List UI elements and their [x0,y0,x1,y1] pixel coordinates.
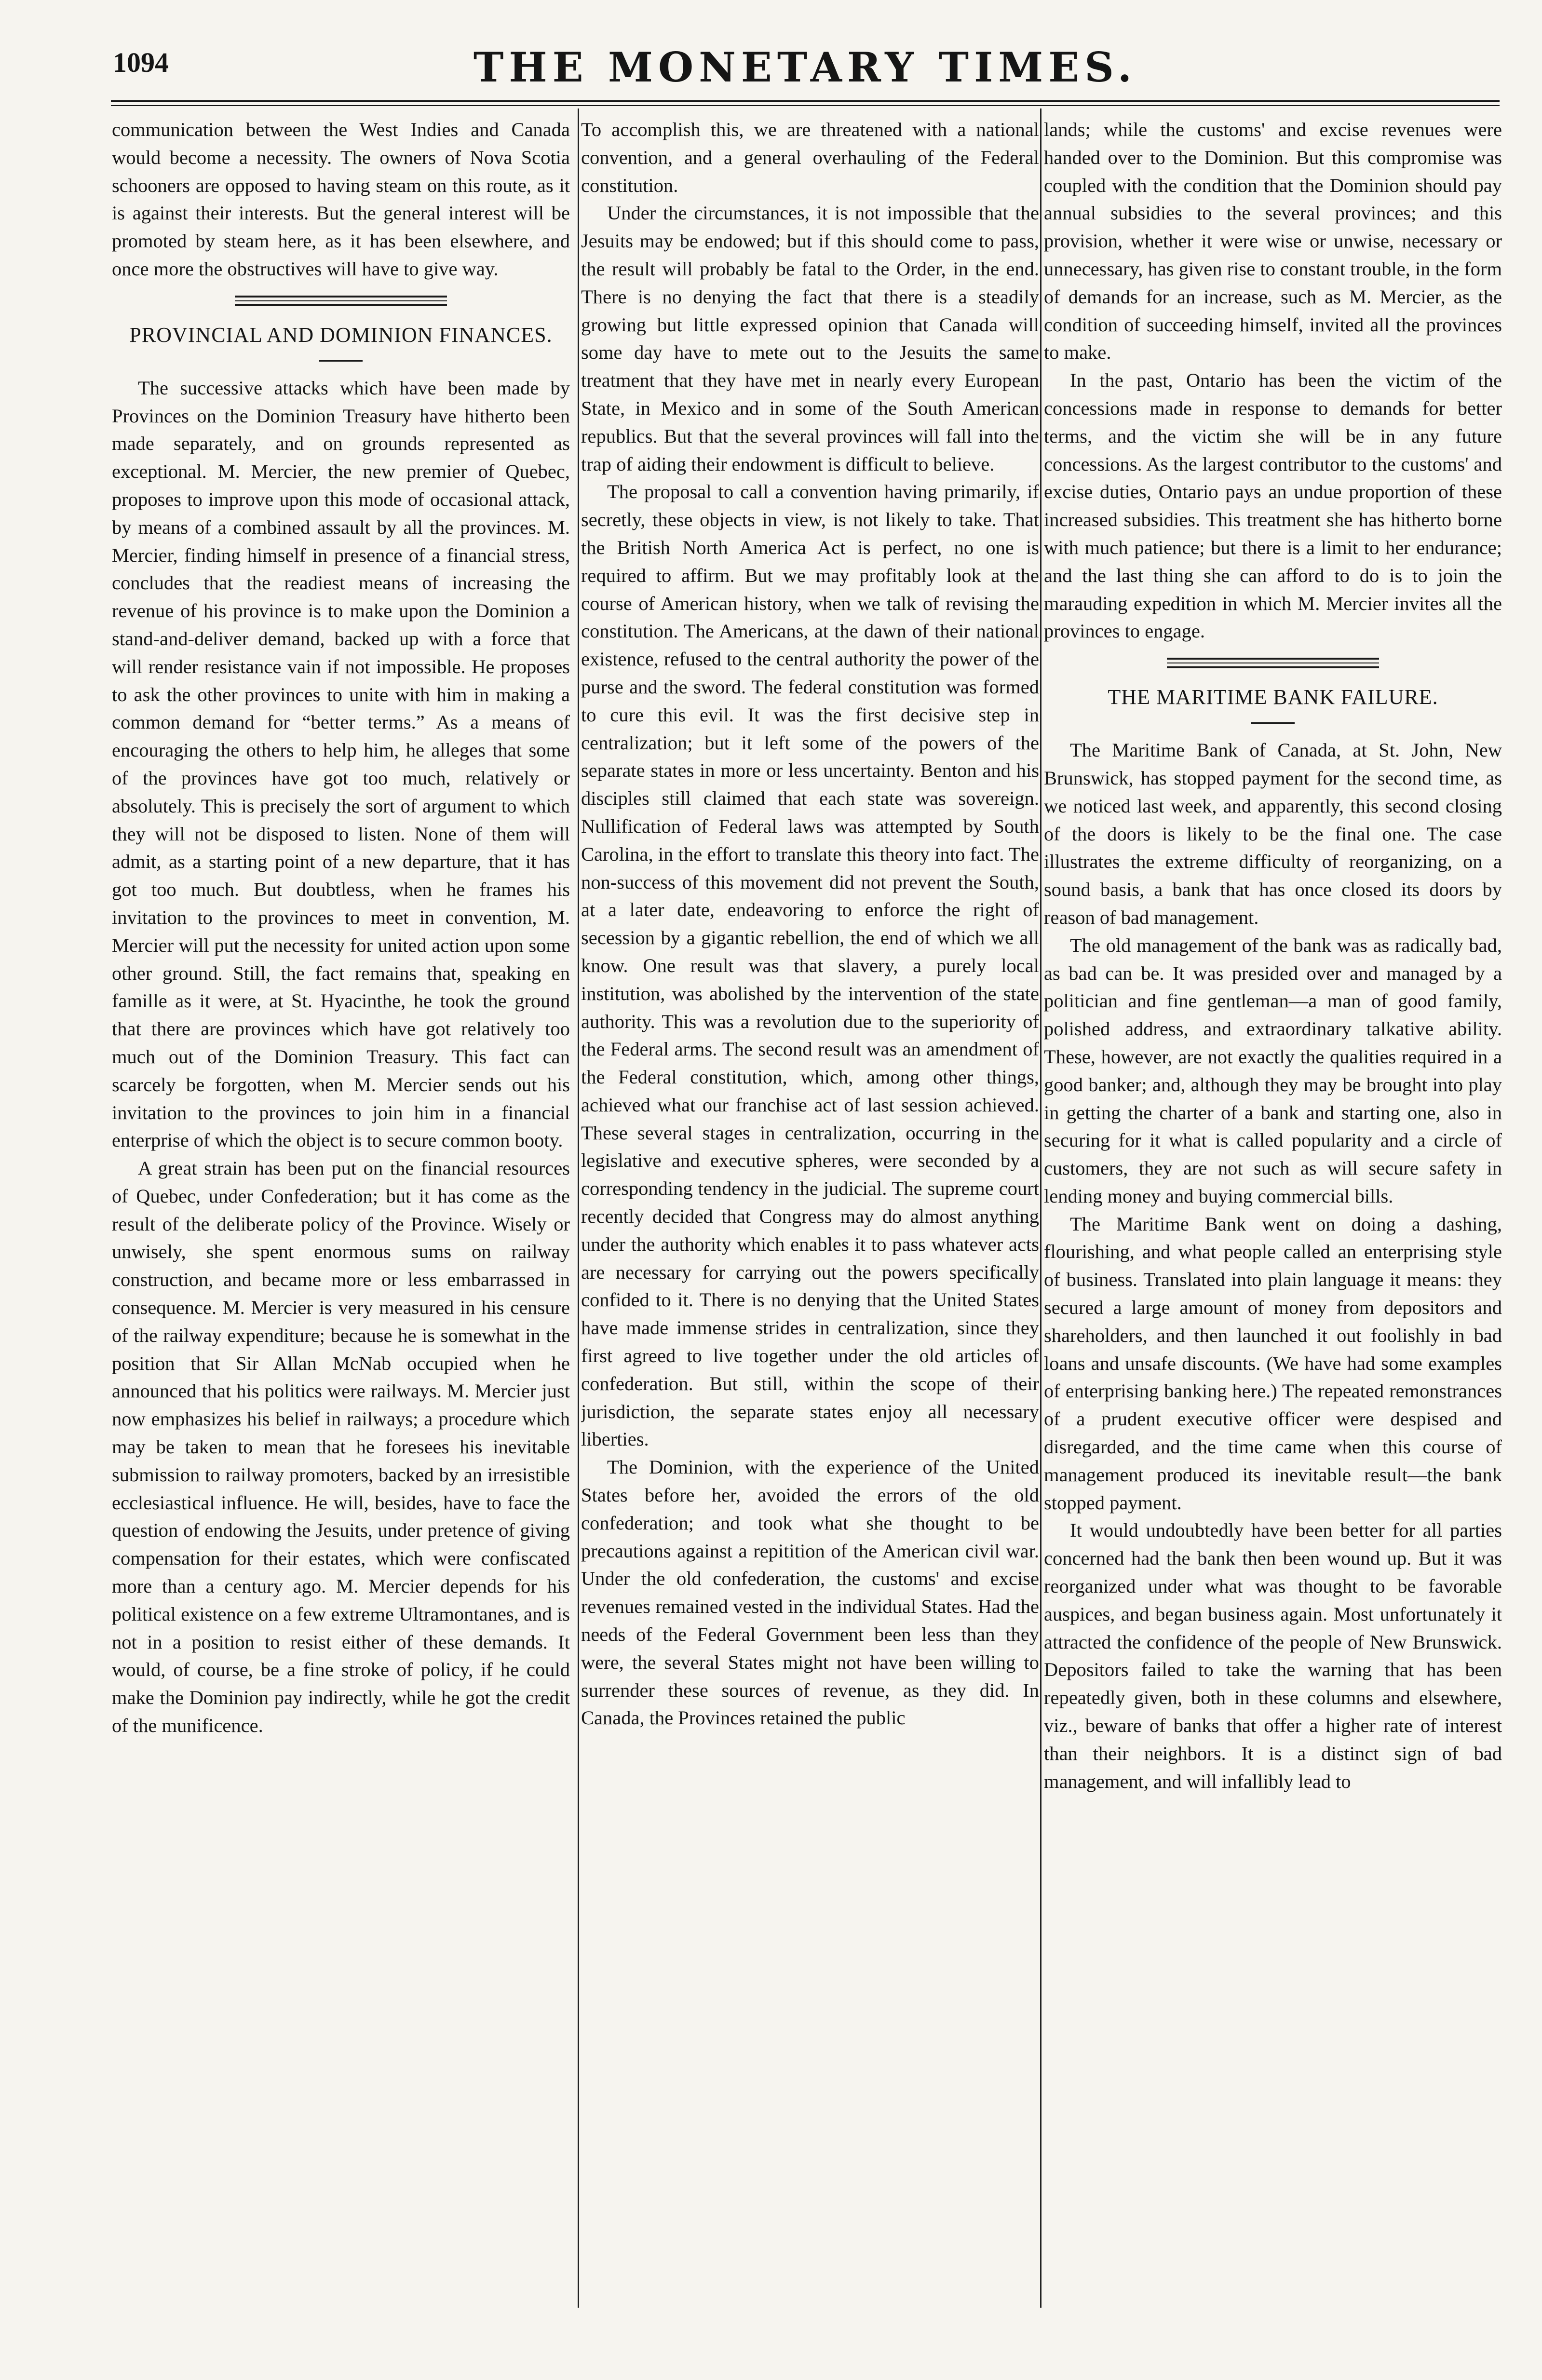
heading-dash [319,360,363,362]
article-continuation: communication between the West Indies and Canada would become a necessity. The owners of Nova Scotia schooners are opposed to having steam on this route, as it is against their interests. But the general interest will be promoted by steam here, as it has been elsewhere, and once more the obstructives will have to give way. [112,119,570,280]
finances-paragraph-4: The proposal to call a convention having primarily, if secretly, these objects in view, is not likely to take. That the British North America Act is perfect, no one is required to affirm. But we may profitably look at the course of American history, when we talk of revising the constitution. The Americans, at the dawn of their national existence, refused to the central authority the power of the purse and the sword. The federal constitution was formed to cure this evil. It was the first decisive step in centralization; but it left some of the powers of the separate states in more or less uncertainty. Benton and his disciples still claimed that each state was sovereign. Nullification of Federal laws was attempted by South Carolina, in the effort to translate this theory into fact. The non-success of this movement did not prevent the South, at a later date, endeavoring to enforce the right of secession by a gigantic rebellion, the end of which we all know. One result was that slavery, a purely local institution, was abolished by the intervention of the state authority. This was a revolution due to the superiority of the Federal arms. The second result was an amendment of the Federal constitution, which, among other things, achieved what our franchise act of last session achieved. These several stages in centralization, occurring in the legislative and executive spheres, were seconded by a corresponding tendency in the judicial. The supreme court recently decided that Congress may do almost anything under the authority which enables it to pass whatever acts are necessary for carrying out the powers specifically confided to it. There is no denying that the United States have made immense strides in centralization, since they first agreed to live together under the old articles of confederation. But still, within the scope of their jurisdiction, the separate states enjoy all necessary liberties. [581,481,1039,1450]
column-divider-2 [1040,108,1042,2308]
maritime-paragraph-4: It would undoubtedly have been better for all parties concerned had the bank then been wound up. But it was reorganized under what was thought to be favorable auspices, and began business again. Most unfortunately it attracted the confidence of the people of New Brunswick. Depositors failed to take the warning that has been repeatedly given, both in these columns and elsewhere, viz., beware of banks that offer a higher rate of interest than their neighbors. It is a distinct sign of bad management, and will infallibly lead to [1044,1519,1502,1792]
column-2 [581,116,1039,2314]
finances-paragraph-2-end: To accomplish this, we are threatened with a national convention, and a general overhauling of the Federal constitution. [581,119,1039,196]
maritime-paragraph-2: The old management of the bank was as radically bad, as bad can be. It was presided over and managed by a politician and fine gentleman—a man of good family, polished address, and extraordinary talkative ability. These, however, are not exactly the qualities required in a good banker; and, although they may be brought into play in getting the charter of a bank and starting one, also in securing for it what is called popularity and a circle of customers, they are not such as will secure safety in lending money and buying commercial bills. [1044,934,1502,1207]
finances-paragraph-5-end: lands; while the customs' and excise revenues were handed over to the Dominion. But this compromise was coupled with the condition that the Dominion should pay annual subsidies to the several provinces; and this provision, whether it were wise or unwise, necessary or unnecessary, has given rise to constant trouble, in the form of demands for an increase, such as M. Mercier, as the condition of succeeding himself, invited all the provinces to make. [1044,119,1502,364]
column-1 [112,116,570,2314]
finances-heading: PROVINCIAL AND DOMINION FINANCES. [129,323,553,347]
masthead-rule-thick [111,100,1500,102]
page-number: 1094 [113,47,169,78]
column-3 [1044,116,1502,2314]
finances-paragraph-6: In the past, Ontario has been the victim of the concessions made in response to demands for better terms, and the victim she will be in any future concessions. As the largest contributor to the customs' and excise duties, Ontario pays an undue proportion of these increased subsidies. This treatment she has hitherto borne with much patience; but there is a limit to her endurance; and the last thing she can afford to do is to join the marauding expedition in which M. Mercier invites all the provinces to engage. [1044,369,1502,642]
masthead [111,43,1500,96]
finances-paragraph-1: The successive attacks which have been made by Provinces on the Dominion Treasury have hitherto been made separately, and on grounds represented as exceptional. M. Mercier, the new premier of Quebec, proposes to improve upon this mode of occasional attack, by means of a combined assault by all the provinces. M. Mercier, finding himself in presence of a financial stress, concludes that the readiest means of increasing the revenue of his province is to make upon the Dominion a stand-and-deliver demand, backed up with a force that will render resistance vain if not impossible. He proposes to ask the other provinces to unite with him in making a common demand for “better terms.” As a means of encouraging the others to help him, he alleges that some of the provinces have got too much, relatively or absolutely. This is precisely the sort of argument to which they will not be disposed to listen. None of them will admit, as a starting point of a new departure, that it has got too much. But doubtless, when he frames his invitation to the provinces to meet in convention, M. Mercier will put the necessity for united action upon some other ground. Still, the fact remains that, speaking en famille as it were, at St. Hyacinthe, he took the ground that there are provinces which have got relatively too much out of the Dominion Treasury. This fact can scarcely be forgotten, when M. Mercier sends out his invitation to the provinces to join him in a financial enterprise of which the object is to secure common booty. [112,377,570,1151]
finances-paragraph-5-start: The Dominion, with the experience of the United States before her, avoided the errors of the old confederation; and took what she thought to be precautions against a repitition of the American civil war. Under the old confederation, the customs' and excise revenues remained vested in the individual States. Had the needs of the Federal Government been less than they were, the several States might not have been willing to surrender these sources of revenue, as they did. In Canada, the Provinces retained the public [581,1456,1039,1729]
masthead-rule-thin [111,105,1500,106]
column-divider-1 [578,108,579,2308]
heading-dash-2 [1251,722,1295,724]
finances-paragraph-2-start: A great strain has been put on the financial resources of Quebec, under Confederation; but it has come as the result of the deliberate policy of the Province. Wisely or unwisely, she spent enormous sums on railway construction, and became more or less embarrassed in consequence. M. Mercier is very measured in his censure of the railway expenditure; because he is somewhat in the position that Sir Allan McNab occupied when he announced that his politics were railways. M. Mercier just now emphasizes his belief in railways; a procedure which may be taken to mean that he foresees his inevitable submission to railway promoters, backed by an irresistible ecclesiastical influence. He will, besides, have to face the question of endowing the Jesuits, under pretence of giving compensation for their estates, which were confiscated more than a century ago. M. Mercier depends for his political existence on a few extreme Ultramontanes, and is not in a position to resist either of these demands. It would, of course, be a fine stroke of policy, if he could make the Dominion pay indirectly, while he got the credit of the munificence. [112,1157,570,1737]
newspaper-title: THE MONETARY TIMES. [473,43,1137,91]
section-separator [235,296,447,306]
section-separator-2 [1167,658,1379,668]
maritime-paragraph-3: The Maritime Bank went on doing a dashing, flourishing, and what people called an enterprising style of business. Translated into plain language it means: they secured a large amount of money from depositors and shareholders, and then launched it out foolishly in bad loans and unsafe discounts. (We have had some examples of enterprising banking here.) The repeated remonstrances of a prudent executive officer were despised and disregarded, and the time came when this course of management produced its inevitable result—the bank stopped payment. [1044,1213,1502,1514]
maritime-heading: THE MARITIME BANK FAILURE. [1108,685,1438,709]
finances-paragraph-3: Under the circumstances, it is not impossible that the Jesuits may be endowed; but if this should come to pass, the result will probably be fatal to the Order, in the end. There is no denying the fact that there is a steadily growing but little expressed opinion that Canada will some day have to mete out to the Jesuits the same treatment that they have met in nearly every European State, in Mexico and in some of the South American republics. But that the several provinces will fall into the trap of aiding their endowment is difficult to believe. [581,202,1039,475]
maritime-paragraph-1: The Maritime Bank of Canada, at St. John, New Brunswick, has stopped payment for the second time, as we noticed last week, and apparently, this second closing of the doors is likely to be the final one. The case illustrates the extreme difficulty of reorganizing, on a sound basis, a bank that has once closed its doors by reason of bad management. [1044,739,1502,928]
